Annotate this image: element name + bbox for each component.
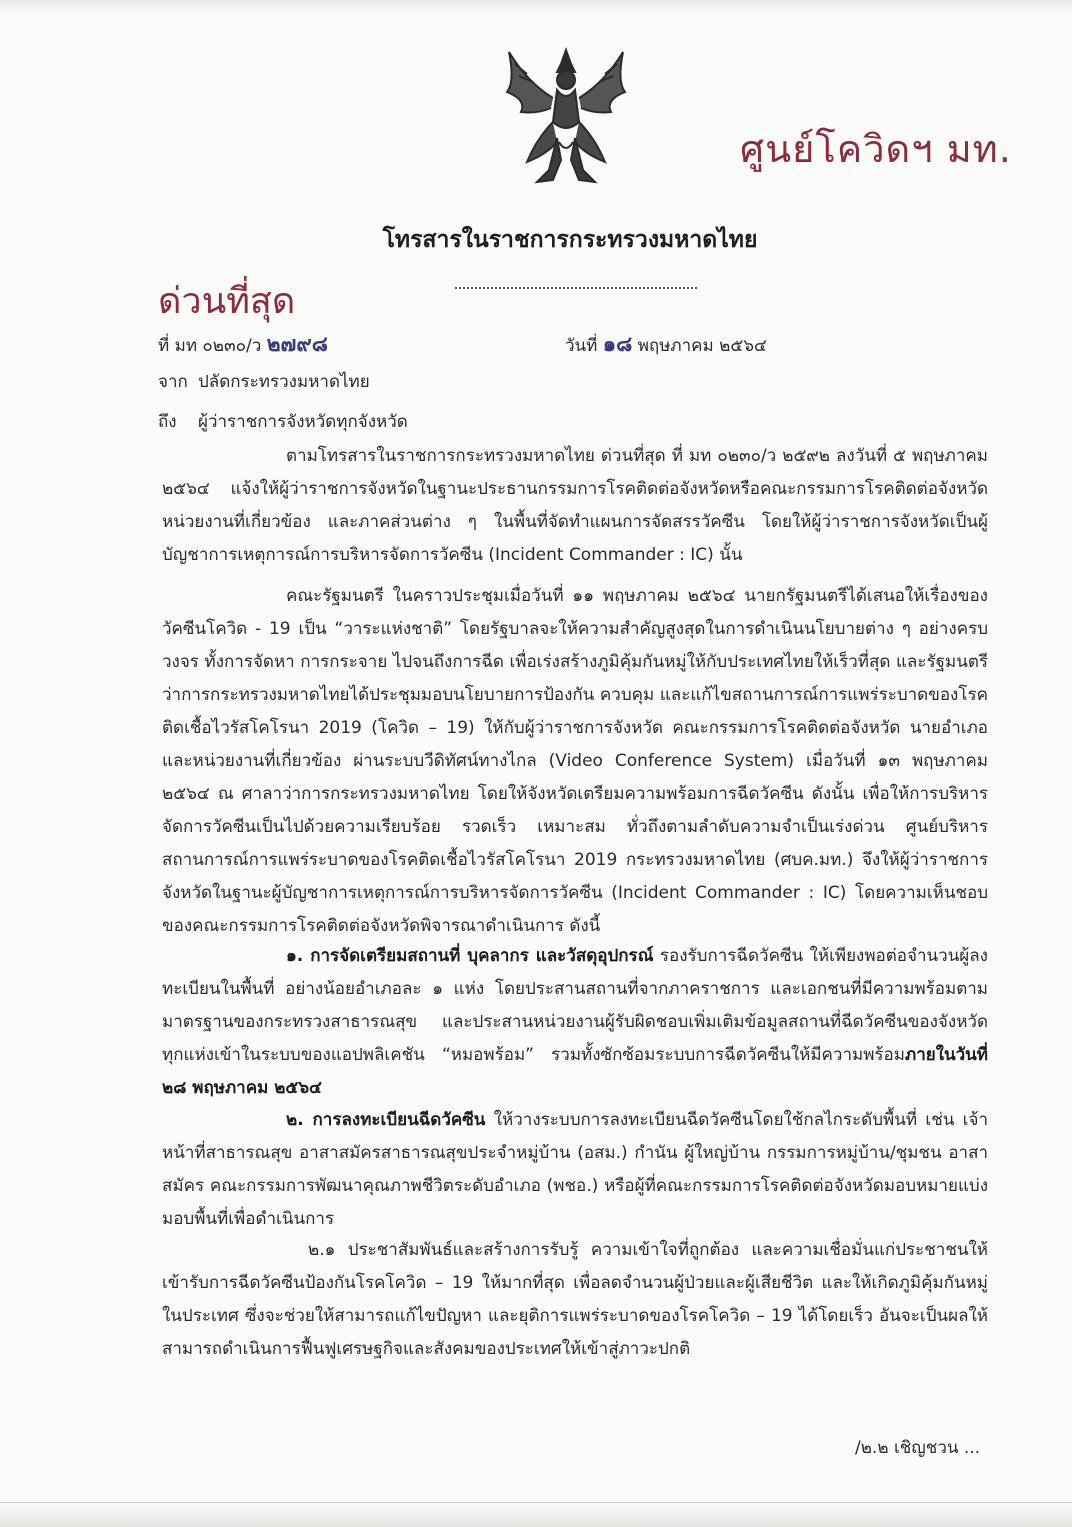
dotted-line [455, 287, 697, 289]
item-2-1 [162, 1234, 988, 1366]
date-day-handwritten: ๑๘ [602, 332, 633, 356]
document-date [565, 328, 767, 361]
continuation-note: /๒.๒ เชิญชวน ... [855, 1438, 981, 1458]
paragraph-1-text: ตามโทรสารในราชการกระทรวงมหาดไทย ด่วนที่สุด ที่ มท ๐๒๓๐/ว ๒๕๙๒ ลงวันที่ ๕ พฤษภาคม ๒๕๖๔ แจ้งให้ผู้ว่าราชการจังหวัดในฐานะประธานกรรมการโรคติดต่อจังหวัดหรือคณะกรรมการโรคติดต่อจังหวัด หน่วยงานที่เกี่ยวข้อง และภาคส่วนต่าง ๆ ในพื้นที่จัดทำแผนการจัดสรรวัคซีน โดยให้ผู้ว่าราชการจังหวัดเป็นผู้บัญชาการเหตุการณ์การบริหารจัดการวัคซีน (Incident Commander : IC) นั้น [162, 446, 988, 565]
item-1-text: รองรับการฉีดวัคซีน ให้เพียงพอต่อจำนวนผู้ลงทะเบียนในพื้นที่ อย่างน้อยอำเภอละ ๑ แห่ง โดยประสานสถานที่จากภาคราชการ และเอกชนที่มีความพร้อมตามมาตรฐานของกระทรวงสาธารณสุข และประสานหน่วยงานผู้รับผิดชอบเพิ่มเติมข้อมูลสถานที่ฉีดวัคซีนของจังหวัดทุกแห่งเข้าในระบบของแอปพลิเคชัน “หมอพร้อม” รวมทั้งซักซ้อมระบบการฉีดวัคซีนให้มีความพร้อม [162, 946, 988, 1065]
from-value: ปลัดกระทรวงมหาดไทย [198, 372, 370, 392]
item-2-1-text: ๒.๑ ประชาสัมพันธ์และสร้างการรับรู้ ความเข้าใจที่ถูกต้อง และความเชื่อมั่นแก่ประชาชนให้เข้ารับการฉีดวัคซีนป้องกันโรคโควิด – 19 ให้มากที่สุด เพื่อลดจำนวนผู้ป่วยและผู้เสียชีวิต และให้เกิดภูมิคุ้มกันหมู่ในประเทศ ซึ่งจะช่วยให้สามารถแก้ไขปัญหา และยุติการแพร่ระบาดของโรคโควิด – 19 ได้โดยเร็ว อันจะเป็นผลให้สามารถดำเนินการฟื้นฟูเศรษฐกิจและสังคมของประเทศให้เข้าสู่ภาวะปกติ [162, 1240, 988, 1359]
from-line [158, 368, 370, 395]
date-rest: พฤษภาคม ๒๕๖๔ [637, 336, 767, 356]
reference-number [158, 328, 328, 361]
ref-prefix: ที่ มท ๐๒๓๐/ว [158, 336, 262, 356]
paragraph-2-text: คณะรัฐมนตรี ในคราวประชุมเมื่อวันที่ ๑๑ พฤษภาคม ๒๕๖๔ นายกรัฐมนตรีได้เสนอให้เรื่องของวัคซีนโควิด - 19 เป็น “วาระแห่งชาติ” โดยรัฐบาลจะให้ความสำคัญสูงสุดในการดำเนินนโยบายต่าง ๆ อย่างครบวงจร ทั้งการจัดหา การกระจาย ไปจนถึงการฉีด เพื่อเร่งสร้างภูมิคุ้มกันหมู่ให้กับประเทศไทยให้เร็วที่สุด และรัฐมนตรีว่าการกระทรวงมหาดไทยได้ประชุมมอบนโยบายการป้องกัน ควบคุม และแก้ไขสถานการณ์การแพร่ระบาดของโรคติดเชื้อไวรัสโคโรนา 2019 (โควิด – 19) ให้กับผู้ว่าราชการจังหวัด คณะกรรมการโรคติดต่อจังหวัด นายอำเภอ และหน่วยงานที่เกี่ยวข้อง ผ่านระบบวีดิทัศน์ทางไกล (Video Conference System) เมื่อวันที่ ๑๓ พฤษภาคม ๒๕๖๔ ณ ศาลาว่าการกระทรวงมหาดไทย โดยให้จังหวัดเตรียมความพร้อมการฉีดวัคซีน ดังนั้น เพื่อให้การบริหารจัดการวัคซีนเป็นไปด้วยความเรียบร้อย รวดเร็ว เหมาะสม ทั่วถึงตามลำดับความจำเป็นเร่งด่วน ศูนย์บริหารสถานการณ์การแพร่ระบาดของโรคติดเชื้อไวรัสโคโรนา 2019 กระทรวงมหาดไทย (ศบค.มท.) จึงให้ผู้ว่าราชการจังหวัดในฐานะผู้บัญชาการเหตุการณ์การบริหารจัดการวัคซีน (Incident Commander : IC) โดยความเห็นชอบของคณะกรรมการโรคติดต่อจังหวัดพิจารณาดำเนินการ ดังนี้ [162, 586, 988, 936]
item-2-text: ให้วางระบบการลงทะเบียนฉีดวัคซีนโดยใช้กลไกระดับพื้นที่ เช่น เจ้าหน้าที่สาธารณสุข อาสาสมัครสาธารณสุขประจำหมู่บ้าน (อสม.) กำนัน ผู้ใหญ่บ้าน กรรมการหมู่บ้าน/ชุมชน อาสาสมัคร คณะกรรมการพัฒนาคุณภาพชีวิตระดับอำเภอ (พชอ.) หรือผู้ที่คณะกรรมการโรคติดต่อจังหวัดมอบหมายแบ่งมอบพื้นที่เพื่อดำเนินการ [162, 1110, 988, 1229]
item-1-deadline: ภายในวันที่ ๒๘ พฤษภาคม ๒๕๖๔ [162, 1045, 988, 1098]
paragraph-2 [162, 580, 988, 943]
item-1-heading: ๑. การจัดเตรียมสถานที่ บุคลากร และวัสดุอุปกรณ์ [286, 946, 654, 966]
to-label: ถึง [158, 412, 177, 432]
center-stamp: ศูนย์โควิดฯ มท. [740, 127, 1012, 171]
ref-number-handwritten: ๒๗๙๘ [266, 332, 328, 356]
from-label: จาก [158, 372, 188, 392]
item-1 [162, 940, 988, 1105]
to-value: ผู้ว่าราชการจังหวัดทุกจังหวัด [198, 412, 408, 432]
document-heading: โทรสารในราชการกระทรวงมหาดไทย [382, 227, 758, 253]
scan-top-edge [0, 0, 1072, 14]
to-line [158, 408, 408, 435]
urgency-stamp: ด่วนที่สุด [158, 281, 296, 322]
paragraph-1 [162, 440, 988, 572]
scan-bottom-edge [0, 1502, 1072, 1527]
item-2-heading: ๒. การลงทะเบียนฉีดวัคซีน [286, 1110, 486, 1130]
date-prefix: วันที่ [565, 336, 598, 356]
garuda-emblem-icon [497, 42, 635, 194]
item-2 [162, 1104, 988, 1236]
